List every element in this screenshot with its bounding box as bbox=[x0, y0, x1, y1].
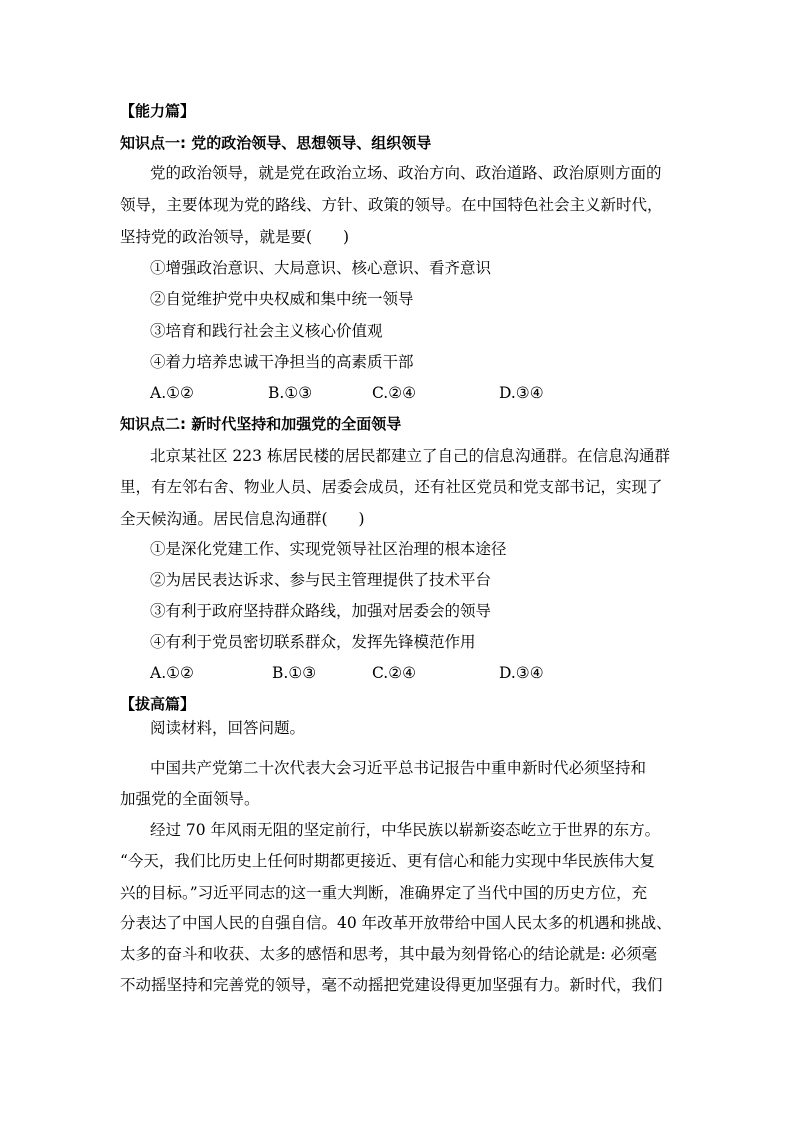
question-2-option-c: C.②④ bbox=[372, 664, 417, 682]
reading-instruction: 阅读材料，回答问题。 bbox=[150, 719, 306, 737]
section-title-advanced: 【拔高篇】 bbox=[120, 695, 196, 713]
question-2-item-4: ④有利于党员密切联系群众，发挥先锋模范作用 bbox=[150, 633, 476, 651]
material-para-2-line-6: 不动摇坚持和完善党的领导，毫不动摇把党建设得更加坚强有力。新时代，我们 bbox=[120, 976, 663, 994]
question-2-option-b: B.①③ bbox=[272, 664, 317, 682]
question-1-item-1: ①增强政治意识、大局意识、核心意识、看齐意识 bbox=[150, 259, 492, 277]
material-para-1-line-2: 加强党的全面领导。 bbox=[120, 790, 260, 808]
question-2-item-3: ③有利于政府坚持群众路线，加强对居委会的领导 bbox=[150, 602, 492, 620]
material-para-2-line-4: 分表达了中国人民的自强自信。40 年改革开放带给中国人民太多的机遇和挑战、 bbox=[120, 914, 672, 932]
question-2-option-d: D.③④ bbox=[499, 664, 544, 682]
question-1-item-4: ④着力培养忠诚干净担当的高素质干部 bbox=[150, 353, 414, 371]
question-2-item-2: ②为居民表达诉求、参与民主管理提供了技术平台 bbox=[150, 571, 492, 589]
question-2-item-1: ①是深化党建工作、实现党领导社区治理的根本途径 bbox=[150, 540, 507, 558]
question-2-stem-line-3: 全天候沟通。居民信息沟通群( ) bbox=[120, 510, 365, 528]
question-1-option-d: D.③④ bbox=[499, 384, 544, 402]
question-1-stem-line-2: 领导，主要体现为党的路线、方针、政策的领导。在中国特色社会主义新时代， bbox=[120, 196, 663, 214]
question-2-stem-line-2: 里，有左邻右舍、物业人员、居委会成员，还有社区党员和党支部书记，实现了 bbox=[120, 478, 663, 496]
question-1-item-2: ②自觉维护党中央权威和集中统一领导 bbox=[150, 290, 414, 308]
question-2-option-a: A.①② bbox=[150, 664, 194, 682]
question-1-option-b: B.①③ bbox=[268, 384, 313, 402]
knowledge-point-1-heading: 知识点一: 党的政治领导、思想领导、组织领导 bbox=[120, 134, 432, 152]
material-para-2-line-3: 兴的目标。”习近平同志的这一重大判断，准确界定了当代中国的历史方位，充 bbox=[120, 884, 648, 902]
question-1-option-c: C.②④ bbox=[372, 384, 417, 402]
question-1-item-3: ③培育和践行社会主义核心价值观 bbox=[150, 322, 383, 340]
question-2-stem-line-1: 北京某社区 223 栋居民楼的居民都建立了自己的信息沟通群。在信息沟通群 bbox=[150, 447, 670, 465]
material-para-2-line-5: 太多的奋斗和收获、太多的感悟和思考，其中最为刻骨铭心的结论就是: 必须毫 bbox=[120, 945, 658, 963]
question-1-option-a: A.①② bbox=[150, 384, 194, 402]
question-1-stem-line-3: 坚持党的政治领导，就是要( ) bbox=[120, 228, 350, 246]
section-title-ability: 【能力篇】 bbox=[120, 102, 196, 120]
material-para-2-line-1: 经过 70 年风雨无阻的坚定前行，中华民族以崭新姿态屹立于世界的东方。 bbox=[150, 821, 661, 839]
knowledge-point-2-heading: 知识点二: 新时代坚持和加强党的全面领导 bbox=[120, 415, 402, 433]
material-para-1-line-1: 中国共产党第二十次代表大会习近平总书记报告中重申新时代必须坚持和 bbox=[150, 759, 647, 777]
question-1-stem-line-1: 党的政治领导，就是党在政治立场、政治方向、政治道路、政治原则方面的 bbox=[150, 164, 662, 182]
material-para-2-line-2: “今天，我们比历史上任何时期都更接近、更有信心和能力实现中华民族伟大复 bbox=[120, 852, 655, 870]
